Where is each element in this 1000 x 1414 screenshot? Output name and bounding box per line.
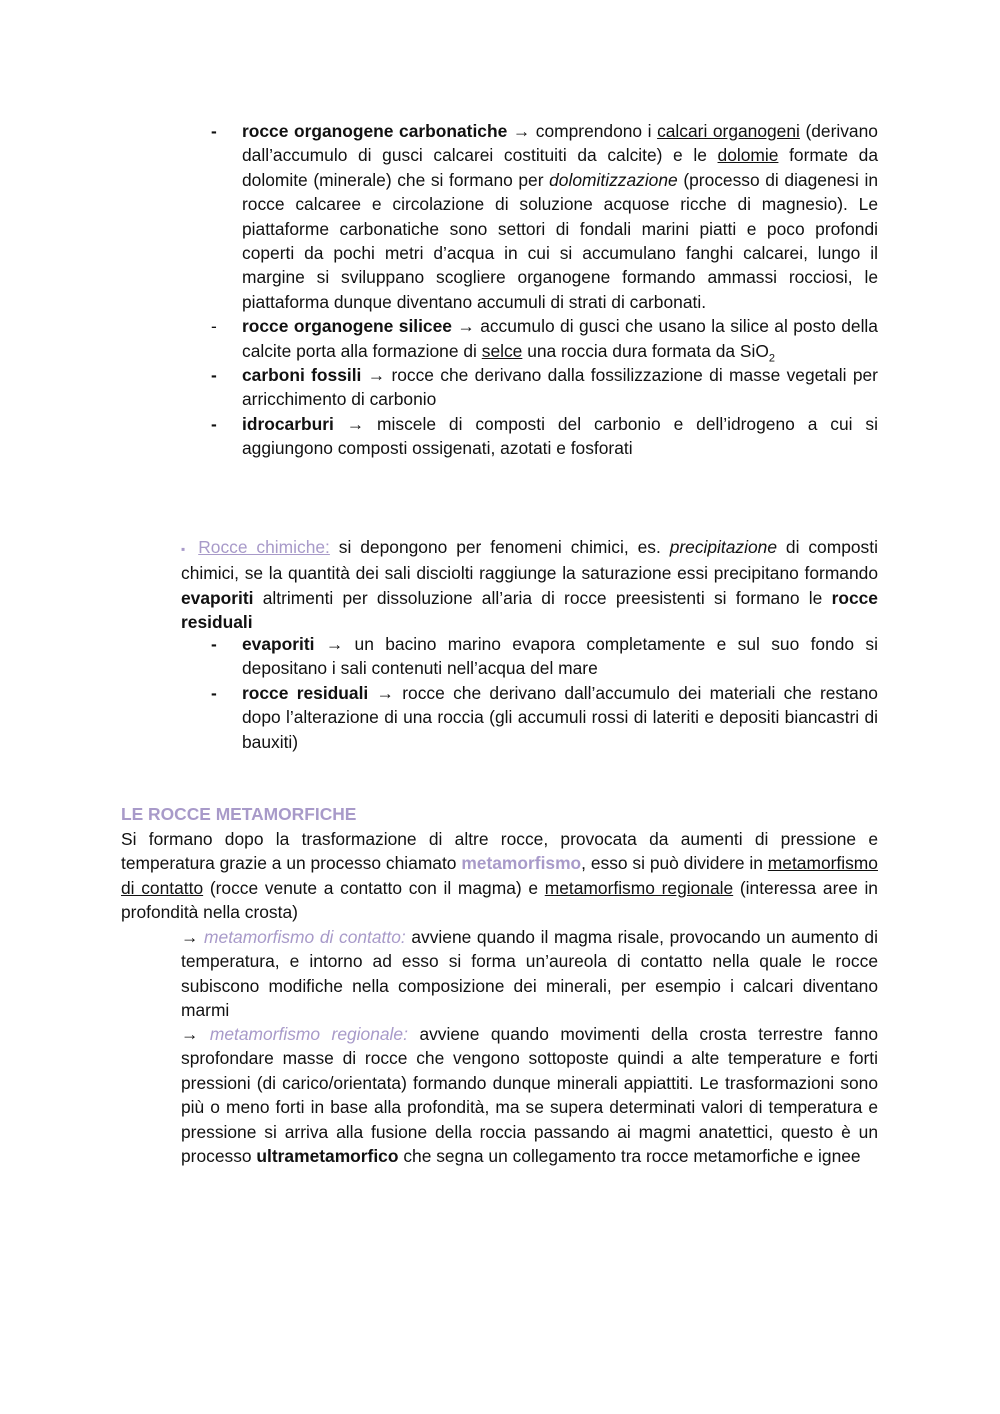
list-item-carbonatiche (242, 119, 878, 314)
arrow-icon: → (457, 316, 475, 337)
bold-term-rocce-residuali: rocce residuali (181, 587, 878, 633)
chemical-rocks-label: Rocce chimiche: (198, 537, 330, 557)
contact-metamorphism-paragraph (181, 925, 878, 1023)
term-evaporiti: evaporiti (242, 634, 315, 654)
text: avviene quando il magma risale, provocando un aumento di temperatura, e intorno ad esso si forma un’aureola di contatto nella quale le rocce subiscono modifiche nella composizione dei minerali, per esempio i calcari diventano marmi (181, 927, 878, 1021)
arrow-icon: → (512, 121, 531, 141)
underlined-term-contatto: metamorfismo di contatto (121, 853, 878, 898)
arrow-icon: → (325, 634, 344, 654)
list-item-silicee (242, 314, 878, 363)
list-item-carboni (242, 363, 878, 412)
text: altrimenti per dissoluzione all’aria di rocce preesistenti si formano le (262, 587, 823, 608)
contact-metamorphism-label: metamorfismo di contatto: (204, 927, 406, 947)
text: si depongono per fenomeni chimici, es. (338, 537, 661, 557)
underlined-term-selce: selce (481, 340, 523, 361)
subscript: 2 (768, 352, 775, 365)
text: miscele di composti del carbonio e dell’idrogeno a cui si aggiungono composti ossigenati, azotati e fosforati (242, 413, 878, 459)
section-heading-metamorphic: LE ROCCE METAMORFICHE (121, 804, 357, 824)
text: (processo di diagenesi in rocce calcaree e circolazione di soluzione acquose ricche di magnesio). Le piattaforme carbonatiche sono settori di fondali marini piatti e poco profondi coperti da pochi metri d’acqua in cui si accumulano fanghi calcarei, lungo il margine si sviluppano scogliere organogene formando ammassi rocciosi, le piattaforma dunque diventano accumuli di strati di carbonati. (242, 169, 878, 312)
italic-term-dolomitizzazione: dolomitizzazione (549, 169, 678, 190)
bold-term-evaporiti: evaporiti (181, 587, 254, 608)
text: accumulo di gusci che usano la silice al posto della calcite porta alla formazione di (242, 316, 878, 361)
text: (interessa aree in profondità nella crosta) (121, 877, 878, 923)
term-carboni: carboni fossili (242, 365, 362, 386)
text: rocce che derivano dall’accumulo dei materiali che restano dopo l’alterazione di una roccia (gli accumuli rossi di lateriti e depositi biancastri di bauxiti) (242, 682, 878, 752)
text: avviene quando movimenti della crosta terrestre fanno sprofondare masse di rocce che vengono sottoposte quindi a alte temperature e forti pressioni (di carico/orientata) formando dunque minerali appiattiti. Le trasformazioni sono più o meno forti in base alla profondità, ma se supera determinati valori di temperatura e pressione si arriva alla fusione della roccia passando ai magmi anatettici, questo è un processo (181, 1024, 878, 1167)
arrow-icon: → (181, 927, 199, 947)
text: rocce che derivano dalla fossilizzazione di masse vegetali per arricchimento di carbonio (242, 365, 878, 410)
term-idrocarburi: idrocarburi (242, 413, 334, 434)
text: (rocce venute a contatto con il magma) e (209, 877, 539, 898)
underlined-term-calcari: calcari organogeni (657, 121, 800, 141)
text: Si formano dopo la trasformazione di altre rocce, provocata da aumenti di pressione e temperatura grazie a un processo chiamato (121, 829, 878, 874)
underlined-term-dolomie: dolomie (717, 145, 779, 166)
bold-term-metamorfismo: metamorfismo (461, 853, 582, 874)
term-rocce-residuali: rocce residuali (242, 682, 369, 703)
text: formate da dolomite (minerale) che si formano per (242, 145, 879, 190)
chemical-rocks-paragraph (181, 535, 878, 635)
metamorphic-intro-paragraph (121, 827, 878, 925)
regional-metamorphism-label: metamorfismo regionale: (209, 1024, 408, 1044)
arrow-icon: → (376, 682, 394, 703)
arrow-icon: → (346, 413, 365, 434)
chemical-rocks-list (242, 632, 878, 754)
text: che segna un collegamento tra rocce metamorfiche e ignee (403, 1146, 861, 1167)
text: comprendono i (535, 121, 652, 141)
underlined-term-regionale: metamorfismo regionale (544, 877, 734, 898)
square-bullet-icon: ▪ (181, 542, 190, 556)
text: , esso si può dividere in (581, 853, 763, 874)
term-silicee: rocce organogene silicee (242, 316, 452, 337)
list-item-rocce-residuali (242, 681, 878, 754)
italic-term-precipitazione: precipitazione (669, 537, 777, 557)
arrow-icon: → (181, 1024, 199, 1044)
arrow-icon: → (367, 365, 386, 386)
list-item-evaporiti (242, 632, 878, 681)
text: un bacino marino evapora completamente e sul suo fondo si depositano i sali contenuti nell’acqua del mare (242, 634, 878, 679)
text: una roccia dura formata da SiO (527, 340, 769, 361)
term-carbonatiche: rocce organogene carbonatiche (242, 121, 508, 141)
list-item-idrocarburi (242, 412, 878, 461)
regional-metamorphism-paragraph (181, 1022, 878, 1168)
bold-term-ultrametamorfico: ultrametamorfico (256, 1146, 399, 1167)
sedimentary-organogenic-list (242, 119, 878, 461)
text: (derivano dall’accumulo di gusci calcarei costituiti da calcite) e le (242, 121, 878, 166)
text: di composti chimici, se la quantità dei sali disciolti raggiunge la saturazione essi precipitano formando (181, 537, 878, 584)
